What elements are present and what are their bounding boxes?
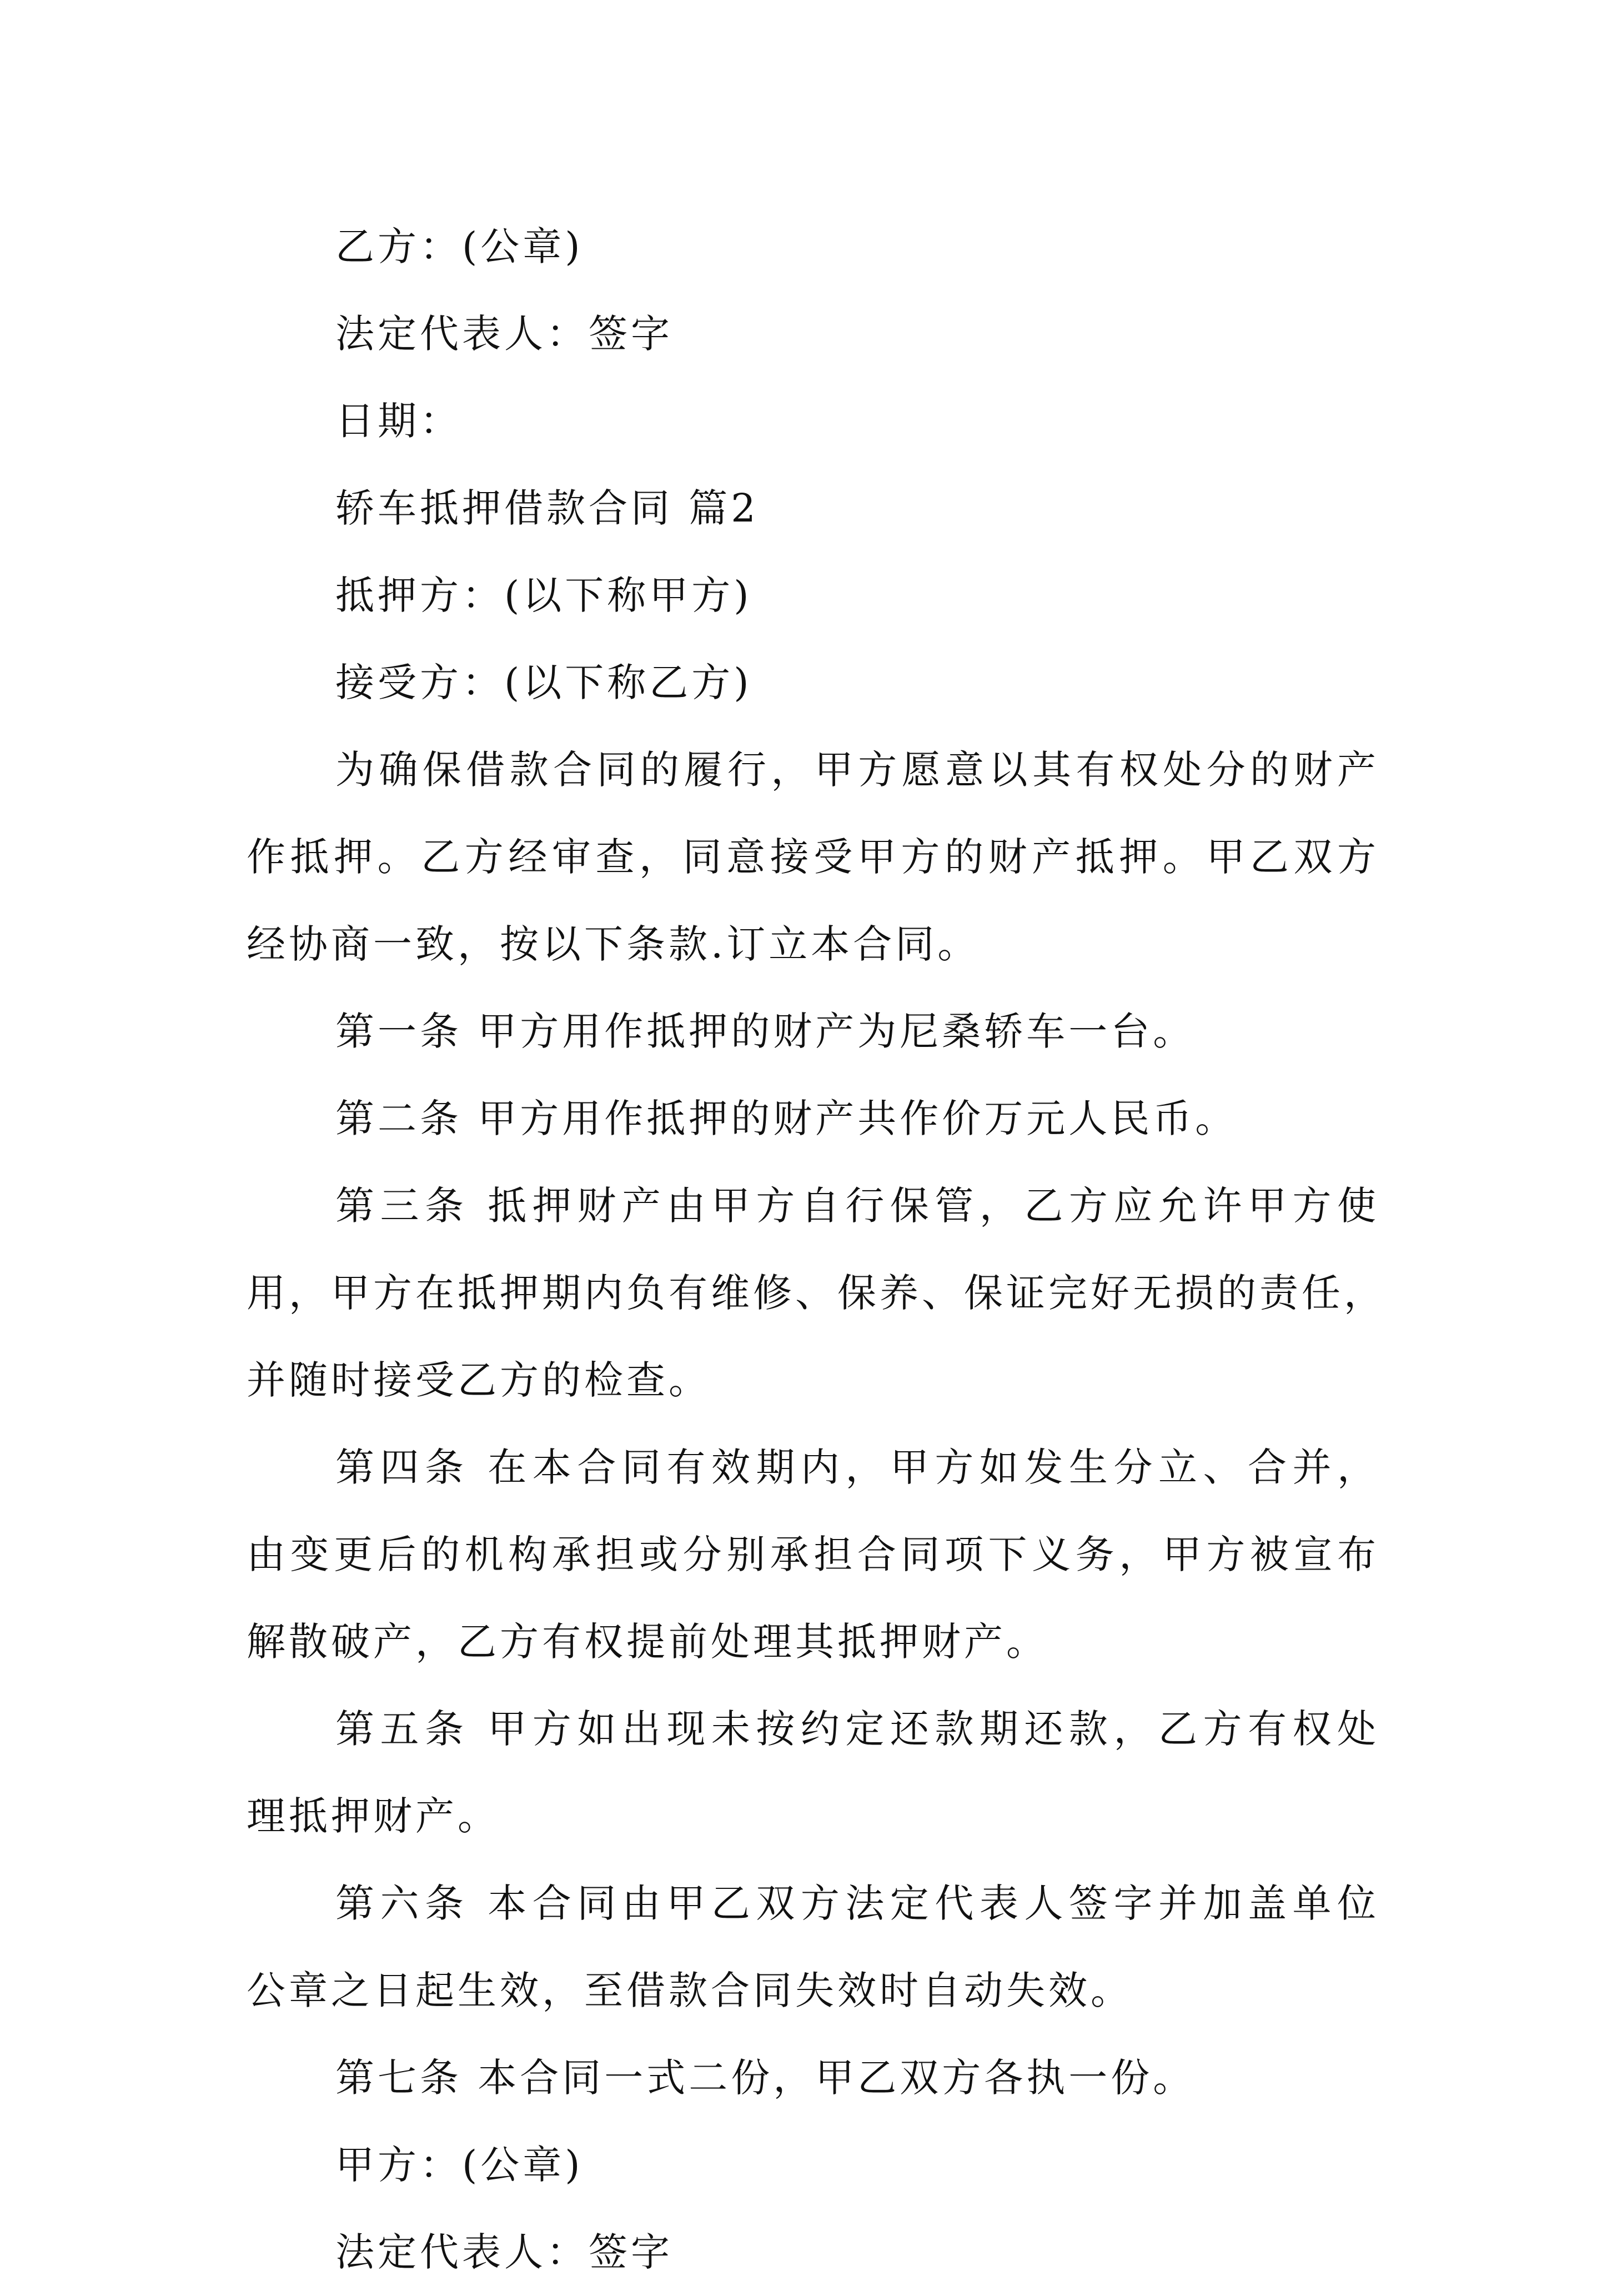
legal-rep-a-line: 法定代表人：签字 (335, 2229, 673, 2275)
paragraph-line: 第七条 本合同一式二份，甲乙双方各执一份。 (335, 2055, 1196, 2101)
paragraph-line: 由变更后的机构承担或分别承担合同项下义务，甲方被宣布 (247, 1532, 1379, 1577)
paragraph-line: 用，甲方在抵押期内负有维修、保养、保证完好无损的责任， (247, 1270, 1386, 1316)
article-4 (247, 1424, 1379, 1686)
paragraph-line: 第一条 甲方用作抵押的财产为尼桑轿车一台。 (335, 1009, 1196, 1054)
party-b-seal-line: 乙方：(公章) (335, 224, 584, 269)
paragraph-line: 为确保借款合同的履行，甲方愿意以其有权处分的财产 (335, 747, 1379, 793)
paragraph-line: 经协商一致，按以下条款.订立本合同。 (247, 921, 980, 967)
article-7 (247, 2034, 1379, 2122)
contract-text (247, 203, 1386, 2296)
paragraph-line: 公章之日起生效，至借款合同失效时自动失效。 (247, 1968, 1133, 2013)
section-title: 轿车抵押借款合同 篇2 (335, 485, 759, 531)
paragraph-line: 并随时接受乙方的检查。 (247, 1357, 711, 1403)
article-6 (247, 1860, 1379, 2034)
mortgagor-line: 抵押方：(以下称甲方) (335, 573, 752, 618)
article-1 (247, 988, 1379, 1075)
intro-paragraph (247, 726, 1379, 988)
article-3 (247, 1162, 1386, 1424)
paragraph-line: 第五条 甲方如出现未按约定还款期还款，乙方有权处 (335, 1706, 1379, 1752)
paragraph-line: 第四条 在本合同有效期内，甲方如发生分立、合并， (335, 1445, 1379, 1490)
date-line: 日期： (335, 398, 462, 444)
paragraph-line: 第二条 甲方用作抵押的财产共作价万元人民币。 (335, 1096, 1238, 1141)
paragraph-line: 第三条 抵押财产由甲方自行保管，乙方应允许甲方使 (335, 1183, 1379, 1229)
paragraph-line: 作抵押。乙方经审查，同意接受甲方的财产抵押。甲乙双方 (247, 834, 1379, 880)
legal-rep-b-line: 法定代表人：签字 (335, 311, 673, 357)
paragraph-line: 解散破产，乙方有权提前处理其抵押财产。 (247, 1619, 1048, 1665)
paragraph-line: 第六条 本合同由甲乙双方法定代表人签字并加盖单位 (335, 1881, 1379, 1926)
paragraph-line: 理抵押财产。 (247, 1793, 500, 1839)
article-2 (247, 1075, 1379, 1162)
mortgagee-line: 接受方：(以下称乙方) (335, 660, 752, 705)
party-a-seal-line: 甲方：(公章) (335, 2142, 584, 2188)
article-5 (247, 1686, 1379, 1860)
